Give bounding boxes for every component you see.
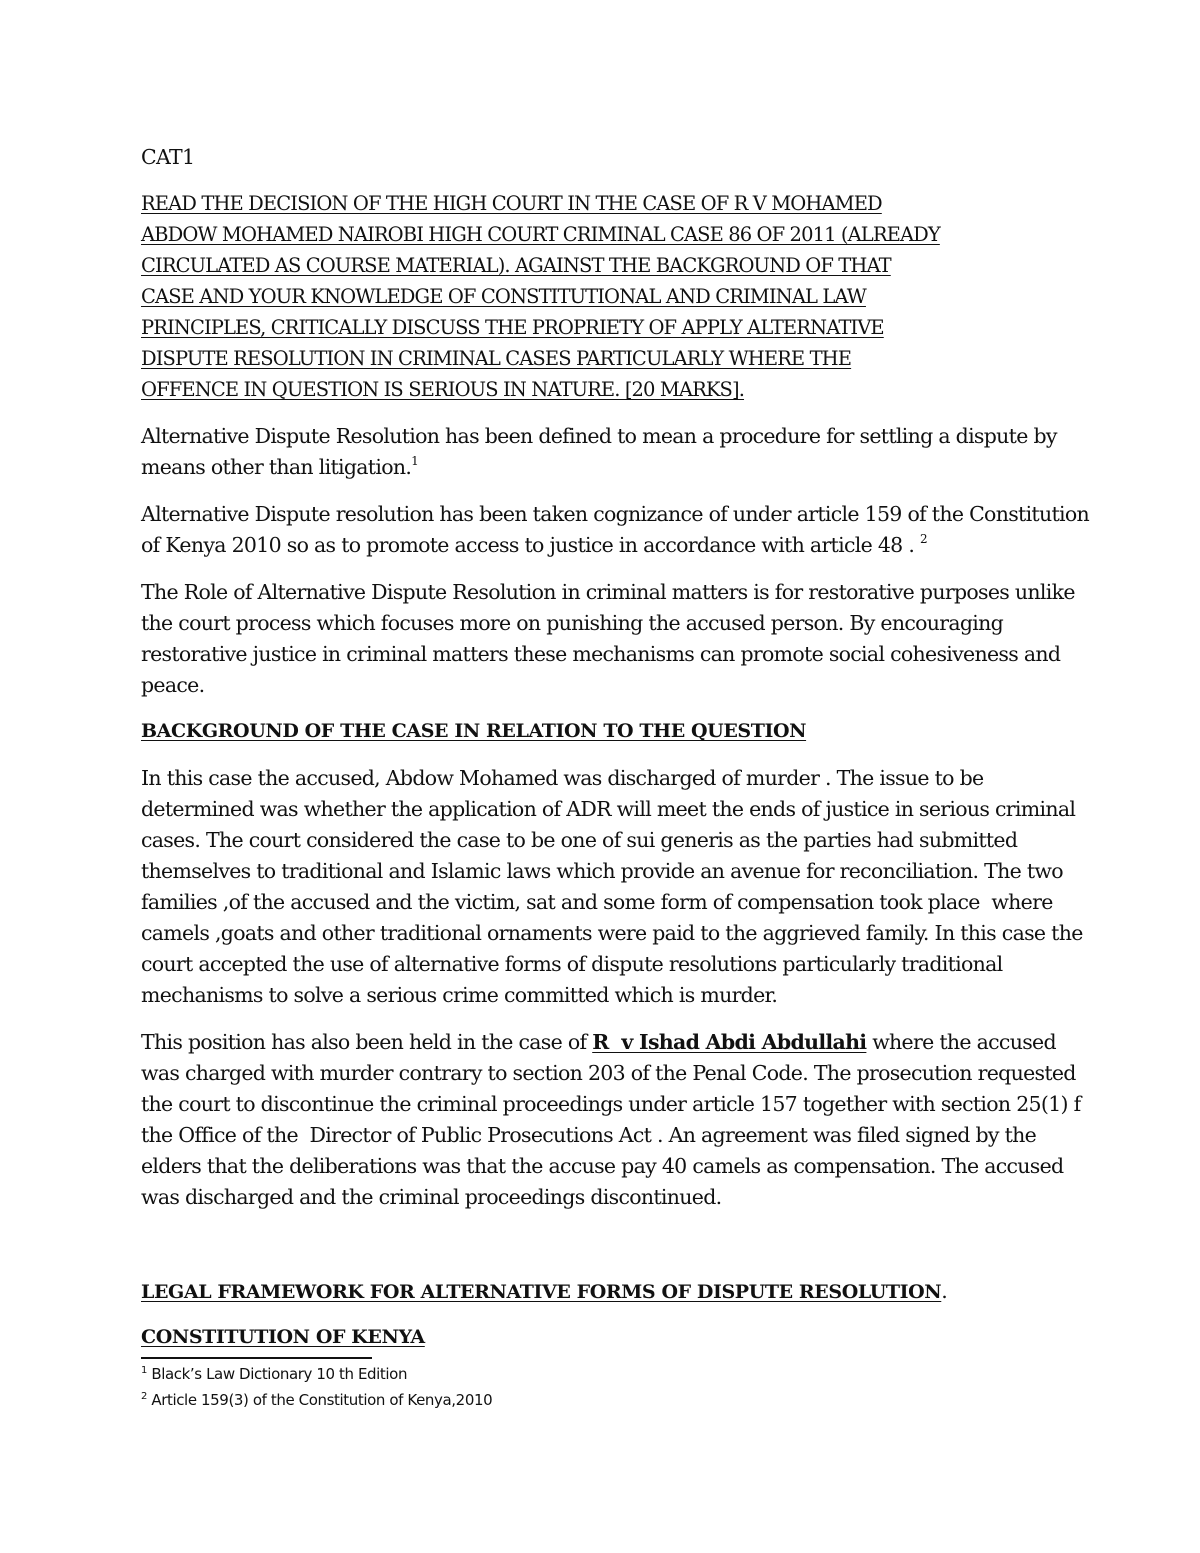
document-title: CAT1 (141, 145, 195, 169)
paragraph-text: This position has also been held in the case of (141, 1030, 593, 1054)
question-line: READ THE DECISION OF THE HIGH COURT IN THE CASE OF R V MOHAMED (141, 192, 882, 215)
question-line: CIRCULATED AS COURSE MATERIAL). AGAINST THE BACKGROUND OF THAT (141, 254, 891, 277)
paragraph-line: peace. (141, 673, 205, 697)
heading-punctuation: . (941, 1279, 948, 1303)
paragraph-text: where the accused (866, 1030, 1056, 1054)
paragraph-line: themselves to traditional and Islamic laws which provide an avenue for reconciliation. The two (141, 859, 1063, 883)
footnote-text: Article 159(3) of the Constitution of Kenya,2010 (146, 1391, 493, 1409)
paragraph-line: Alternative Dispute Resolution has been defined to mean a procedure for settling a dispute by (141, 424, 1057, 448)
paragraph-line: camels ,goats and other traditional ornaments were paid to the aggrieved family. In this case the (141, 921, 1083, 945)
paragraph-line: elders that the deliberations was that the accuse pay 40 camels as compensation. The accused (141, 1154, 1064, 1178)
footnote-text: Black’s Law Dictionary 10 th Edition (146, 1365, 408, 1383)
paragraph-line: determined was whether the application of ADR will meet the ends of justice in serious criminal (141, 797, 1076, 821)
paragraph-line (141, 452, 418, 483)
question-line: ABDOW MOHAMED NAIROBI HIGH COURT CRIMINAL CASE 86 OF 2011 (ALREADY (141, 223, 940, 246)
heading-background: BACKGROUND OF THE CASE IN RELATION TO THE QUESTION (141, 720, 807, 742)
paragraph-line: the Office of the Director of Public Prosecutions Act . An agreement was filed signed by the (141, 1123, 1037, 1147)
paragraph-line: the court process which focuses more on punishing the accused person. By encouraging (141, 611, 1004, 635)
paragraph-line: The Role of Alternative Dispute Resolution in criminal matters is for restorative purposes unlike (141, 580, 1075, 604)
question-line: PRINCIPLES, CRITICALLY DISCUSS THE PROPRIETY OF APPLY ALTERNATIVE (141, 316, 884, 339)
paragraph-line: cases. The court considered the case to be one of sui generis as the parties had submitted (141, 828, 1018, 852)
footnote (141, 1388, 492, 1412)
paragraph-line: court accepted the use of alternative forms of dispute resolutions particularly traditional (141, 952, 1003, 976)
heading-legal-framework-line (141, 1276, 947, 1308)
paragraph-line (141, 530, 927, 561)
paragraph-text: of Kenya 2010 so as to promote access to justice in accordance with article 48 . (141, 533, 920, 557)
heading-legal-framework: LEGAL FRAMEWORK FOR ALTERNATIVE FORMS OF DISPUTE RESOLUTION (141, 1281, 942, 1303)
footnote-number: 2 (141, 1391, 147, 1402)
paragraph-line: families ,of the accused and the victim, sat and some form of compensation took place where (141, 890, 1053, 914)
question-line: DISPUTE RESOLUTION IN CRIMINAL CASES PARTICULARLY WHERE THE (141, 347, 852, 370)
paragraph-text: means other than litigation. (141, 455, 412, 479)
question-line: OFFENCE IN QUESTION IS SERIOUS IN NATURE. [20 MARKS]. (141, 378, 745, 401)
paragraph-line: In this case the accused, Abdow Mohamed was discharged of murder . The issue to be (141, 766, 984, 790)
paragraph-line: was charged with murder contrary to section 203 of the Penal Code. The prosecution requested (141, 1061, 1076, 1085)
footnote (141, 1362, 407, 1386)
paragraph-line: mechanisms to solve a serious crime committed which is murder. (141, 983, 778, 1007)
paragraph-line: was discharged and the criminal proceedings discontinued. (141, 1185, 722, 1209)
paragraph-line: the court to discontinue the criminal proceedings under article 157 together with section 25(1) f (141, 1092, 1081, 1116)
case-name: R v Ishad Abdi Abdullahi (592, 1030, 867, 1054)
footnote-reference: 1 (411, 454, 419, 468)
question-line: CASE AND YOUR KNOWLEDGE OF CONSTITUTIONAL AND CRIMINAL LAW (141, 285, 866, 308)
footnote-reference: 2 (919, 532, 927, 546)
paragraph-line: restorative justice in criminal matters these mechanisms can promote social cohesiveness and (141, 642, 1061, 666)
footnote-separator (141, 1357, 372, 1359)
paragraph-line (141, 1027, 1056, 1058)
footnote-number: 1 (141, 1365, 147, 1376)
paragraph-line: Alternative Dispute resolution has been taken cognizance of under article 159 of the Constitution (141, 502, 1090, 526)
heading-constitution: CONSTITUTION OF KENYA (141, 1326, 425, 1348)
